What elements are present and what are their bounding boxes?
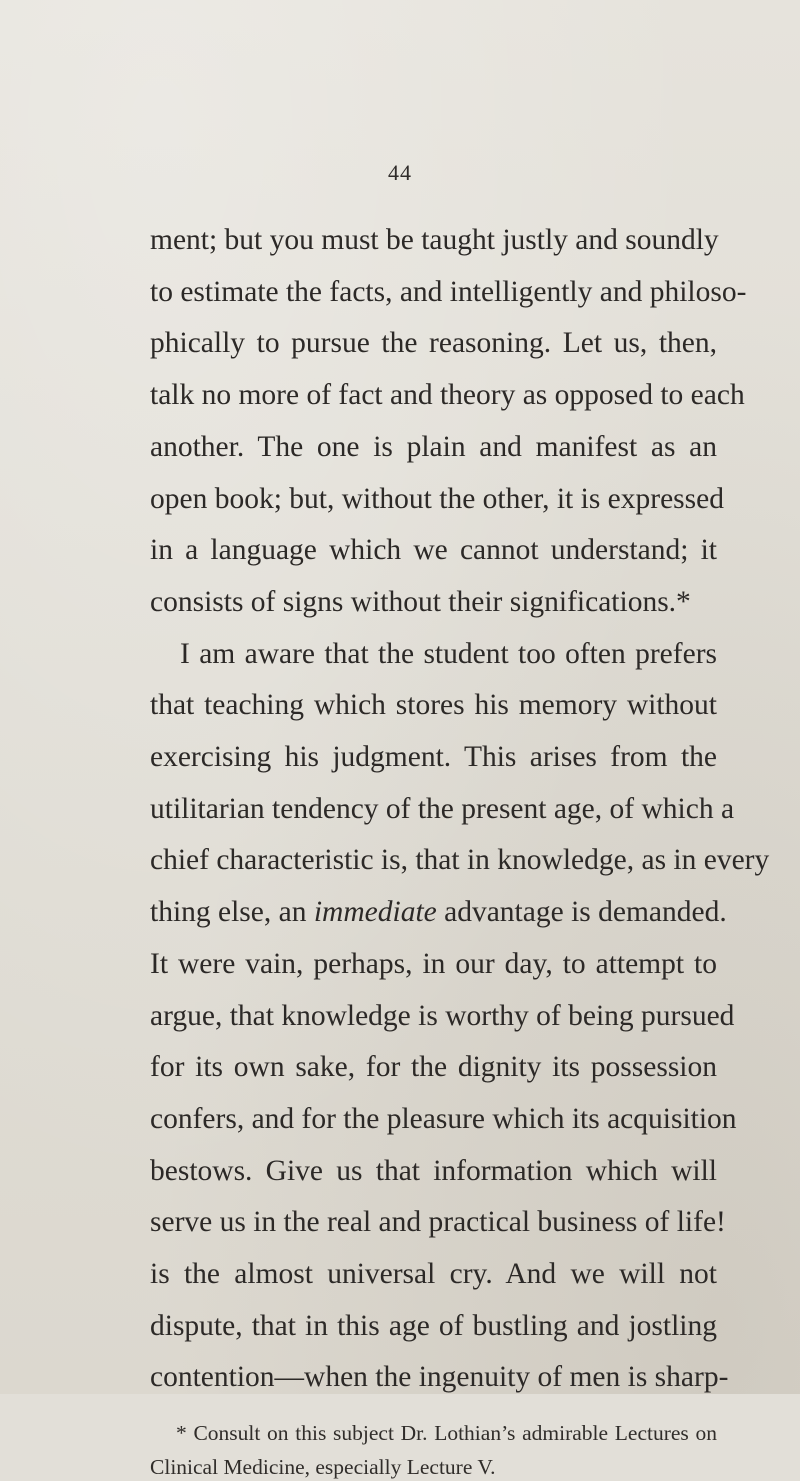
text-line: open book; but, without the other, it is expressed <box>150 483 724 515</box>
text-line: talk no more of fact and theory as opposed to each <box>150 379 745 411</box>
text-line-italic <box>150 894 727 930</box>
page-number: 44 <box>388 160 412 185</box>
text-line: confers, and for the pleasure which its acquisition <box>150 1103 737 1135</box>
text-line: exercising his judgment. This arises from the <box>150 741 717 773</box>
text-line: utilitarian tendency of the present age, of which a <box>150 793 735 825</box>
text-line: in a language which we cannot understand; it <box>150 534 717 566</box>
text-line: to estimate the facts, and intelligently and philoso- <box>150 276 747 308</box>
text-line: another. The one is plain and manifest as an <box>150 431 717 463</box>
text-line: ment; but you must be taught justly and soundly <box>150 224 719 256</box>
text-line: contention—when the ingenuity of men is sharp- <box>150 1361 729 1393</box>
text-line: is the almost universal cry. And we will not <box>150 1258 717 1290</box>
text-line-paragraph-start: I am aware that the student too often prefers <box>180 638 717 670</box>
text-line: consists of signs without their significations.* <box>150 586 691 618</box>
text-line: chief characteristic is, that in knowledge, as in every <box>150 844 770 876</box>
footnote-line: Clinical Medicine, especially Lecture V. <box>150 1455 496 1479</box>
text-line: argue, that knowledge is worthy of being pursued <box>150 1000 735 1032</box>
footnote-line: * Consult on this subject Dr. Lothian’s admirable Lectures on <box>176 1421 717 1445</box>
italic-word: immediate <box>313 896 437 928</box>
text-line: phically to pursue the reasoning. Let us, then, <box>150 327 717 359</box>
text-line: that teaching which stores his memory without <box>150 689 717 721</box>
text-line: bestows. Give us that information which will <box>150 1155 717 1187</box>
text-line: dispute, that in this age of bustling and jostling <box>150 1310 717 1342</box>
text-line: It were vain, perhaps, in our day, to attempt to <box>150 948 717 980</box>
text-line: for its own sake, for the dignity its possession <box>150 1051 717 1083</box>
text-segment: advantage is demanded. <box>436 896 727 928</box>
text-line: serve us in the real and practical business of life! <box>150 1206 726 1238</box>
text-segment: thing else, an <box>150 896 314 928</box>
